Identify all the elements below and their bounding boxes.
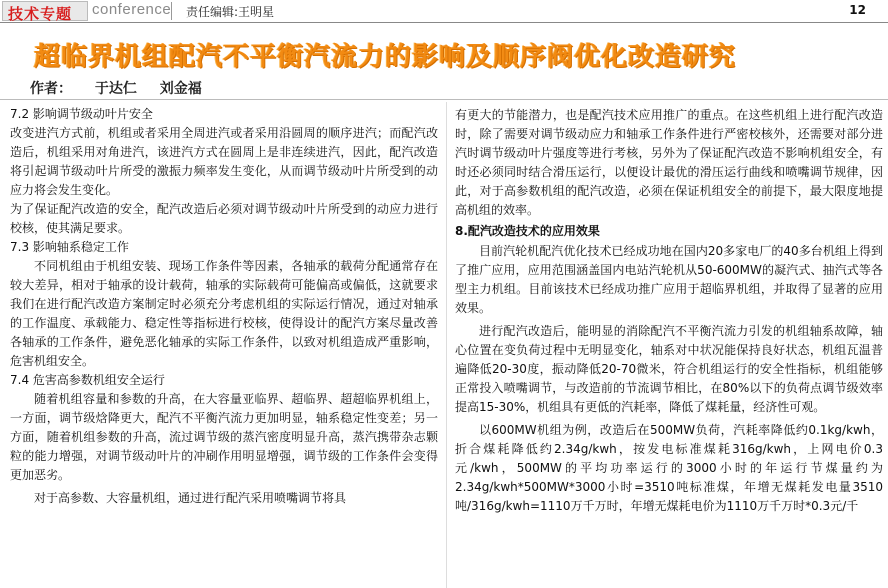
paragraph: 为了保证配汽改造的安全，配汽改造后必须对调节级动叶片所受到的动应力进行校核，使其满足要求。 bbox=[10, 202, 438, 235]
author-name: 刘金福 bbox=[159, 81, 202, 97]
section-heading: 7.2 影响调节级动叶片安全 bbox=[10, 107, 153, 121]
section-heading: 7.4 危害高参数机组安全运行 bbox=[10, 373, 165, 387]
section-tag: 技术专题 bbox=[8, 5, 73, 23]
title-rule bbox=[0, 99, 888, 100]
header-divider bbox=[171, 2, 172, 20]
paragraph: 有更大的节能潜力，也是配汽技术应用推广的重点。在这些机组上进行配汽改造时，除了需要对调节级动应力和轴承工作条件进行严密校核外，还需要对部分进汽时调节级动叶片强度等进行考核，另外为了保证配汽改造不影响机组安全，有时还必须同时结合滑压运行，以便设计最优的滑压运行曲线和喷嘴调节规律，因此，对于高参数机组的配汽改造，必须在保证机组安全的前提下，最大限度地提高机组的效率。 bbox=[455, 108, 883, 217]
page-number: 12 bbox=[849, 3, 866, 17]
left-column bbox=[10, 105, 438, 508]
paragraph: 不同机组由于机组安装、现场工作条件等因素，各轴承的载荷分配通常存在较大差异，相对于轴承的设计载荷，轴承的实际载荷可能偏高或偏低，这就要求我们在进行配汽改造方案制定时必须充分考虑机组的实际运行情况，通过对轴承的工作温度、承载能力、稳定性等指标进行校核，使得设计的配汽方案尽量改善各轴承的工作条件，避免恶化轴承的实际工作条件，以致对机组造成严重影响，危害机组安全。 bbox=[10, 259, 438, 368]
editor-credit: 责任编辑:王明星 bbox=[186, 5, 275, 19]
author-line bbox=[30, 78, 220, 98]
paragraph: 进行配汽改造后，能明显的消除配汽不平衡汽流力引发的机组轴系故障，轴心位置在变负荷过程中无明显变化，轴系对中状况能保持良好状态，机组瓦温普遍降低20-30度，振动降低20-70微米，符合机组运行的安全性指标，机组能够正常投入喷嘴调节，与改造前的节流调节相比，在80%以下的负荷点调节级效率提高15-30%，机组具有更低的汽耗率，降低了煤耗量，经济性可观。 bbox=[455, 324, 883, 414]
section-heading: 8.配汽改造技术的应用效果 bbox=[455, 224, 600, 238]
right-column bbox=[455, 106, 883, 516]
paragraph: 随着机组容量和参数的升高，在大容量亚临界、超临界、超超临界机组上，一方面，调节级焓降更大，配汽不平衡汽流力更加明显，轴系稳定性变差；另一方面，随着机组参数的升高，流过调节级的蒸汽密度明显升高，蒸汽携带杂志颗粒的能力增强，对调节级动叶片的冲刷作用明显增强，调节级的工作条件会变得更加恶劣。 bbox=[10, 392, 438, 482]
author-label: 作者： bbox=[30, 81, 72, 97]
article-title: 超临界机组配汽不平衡汽流力的影响及顺序阀优化改造研究 bbox=[34, 42, 737, 72]
page-header bbox=[0, 0, 888, 23]
conference-label: conference bbox=[92, 1, 172, 18]
author-name: 于达仁 bbox=[94, 81, 137, 97]
paragraph: 以600MW机组为例，改造后在500MW负荷，汽耗率降低约0.1kg/kwh，折合煤耗降低约2.34g/kwh，按发电标准煤耗316g/kwh，上网电价0.3元/kwh，500MW的平均功率运行的3000小时的年运行节煤量约为2.34g/kwh*500MW*3000小时=3510吨标准煤，年增无煤耗发电量3510吨/316g/kwh=1110万千万时，年增无煤耗电价为1110万千万时*0.3元/千 bbox=[455, 423, 883, 513]
paragraph: 改变进汽方式前，机组或者采用全周进汽或者采用沿圆周的顺序进汽；而配汽改造后，机组采用对角进汽，该进汽方式在圆周上是非连续进汽，因此，配汽改造将引起调节级动叶片所受的激振力频率发生变化，从而调节级动叶片所受到的动应力将会发生变化。 bbox=[10, 126, 438, 197]
paragraph: 目前汽轮机配汽优化技术已经成功地在国内20多家电厂的40多台机组上得到了推广应用，应用范围涵盖国内电站汽轮机从50-600MW的凝汽式、抽汽式等各型主力机组。目前该技术已经成功推广应用于超临界机组，并取得了显著的应用效果。 bbox=[455, 244, 883, 315]
paragraph: 对于高参数、大容量机组，通过进行配汽采用喷嘴调节将具 bbox=[34, 491, 347, 505]
section-tag-box bbox=[2, 1, 88, 21]
column-divider bbox=[446, 102, 447, 588]
section-heading: 7.3 影响轴系稳定工作 bbox=[10, 240, 129, 254]
